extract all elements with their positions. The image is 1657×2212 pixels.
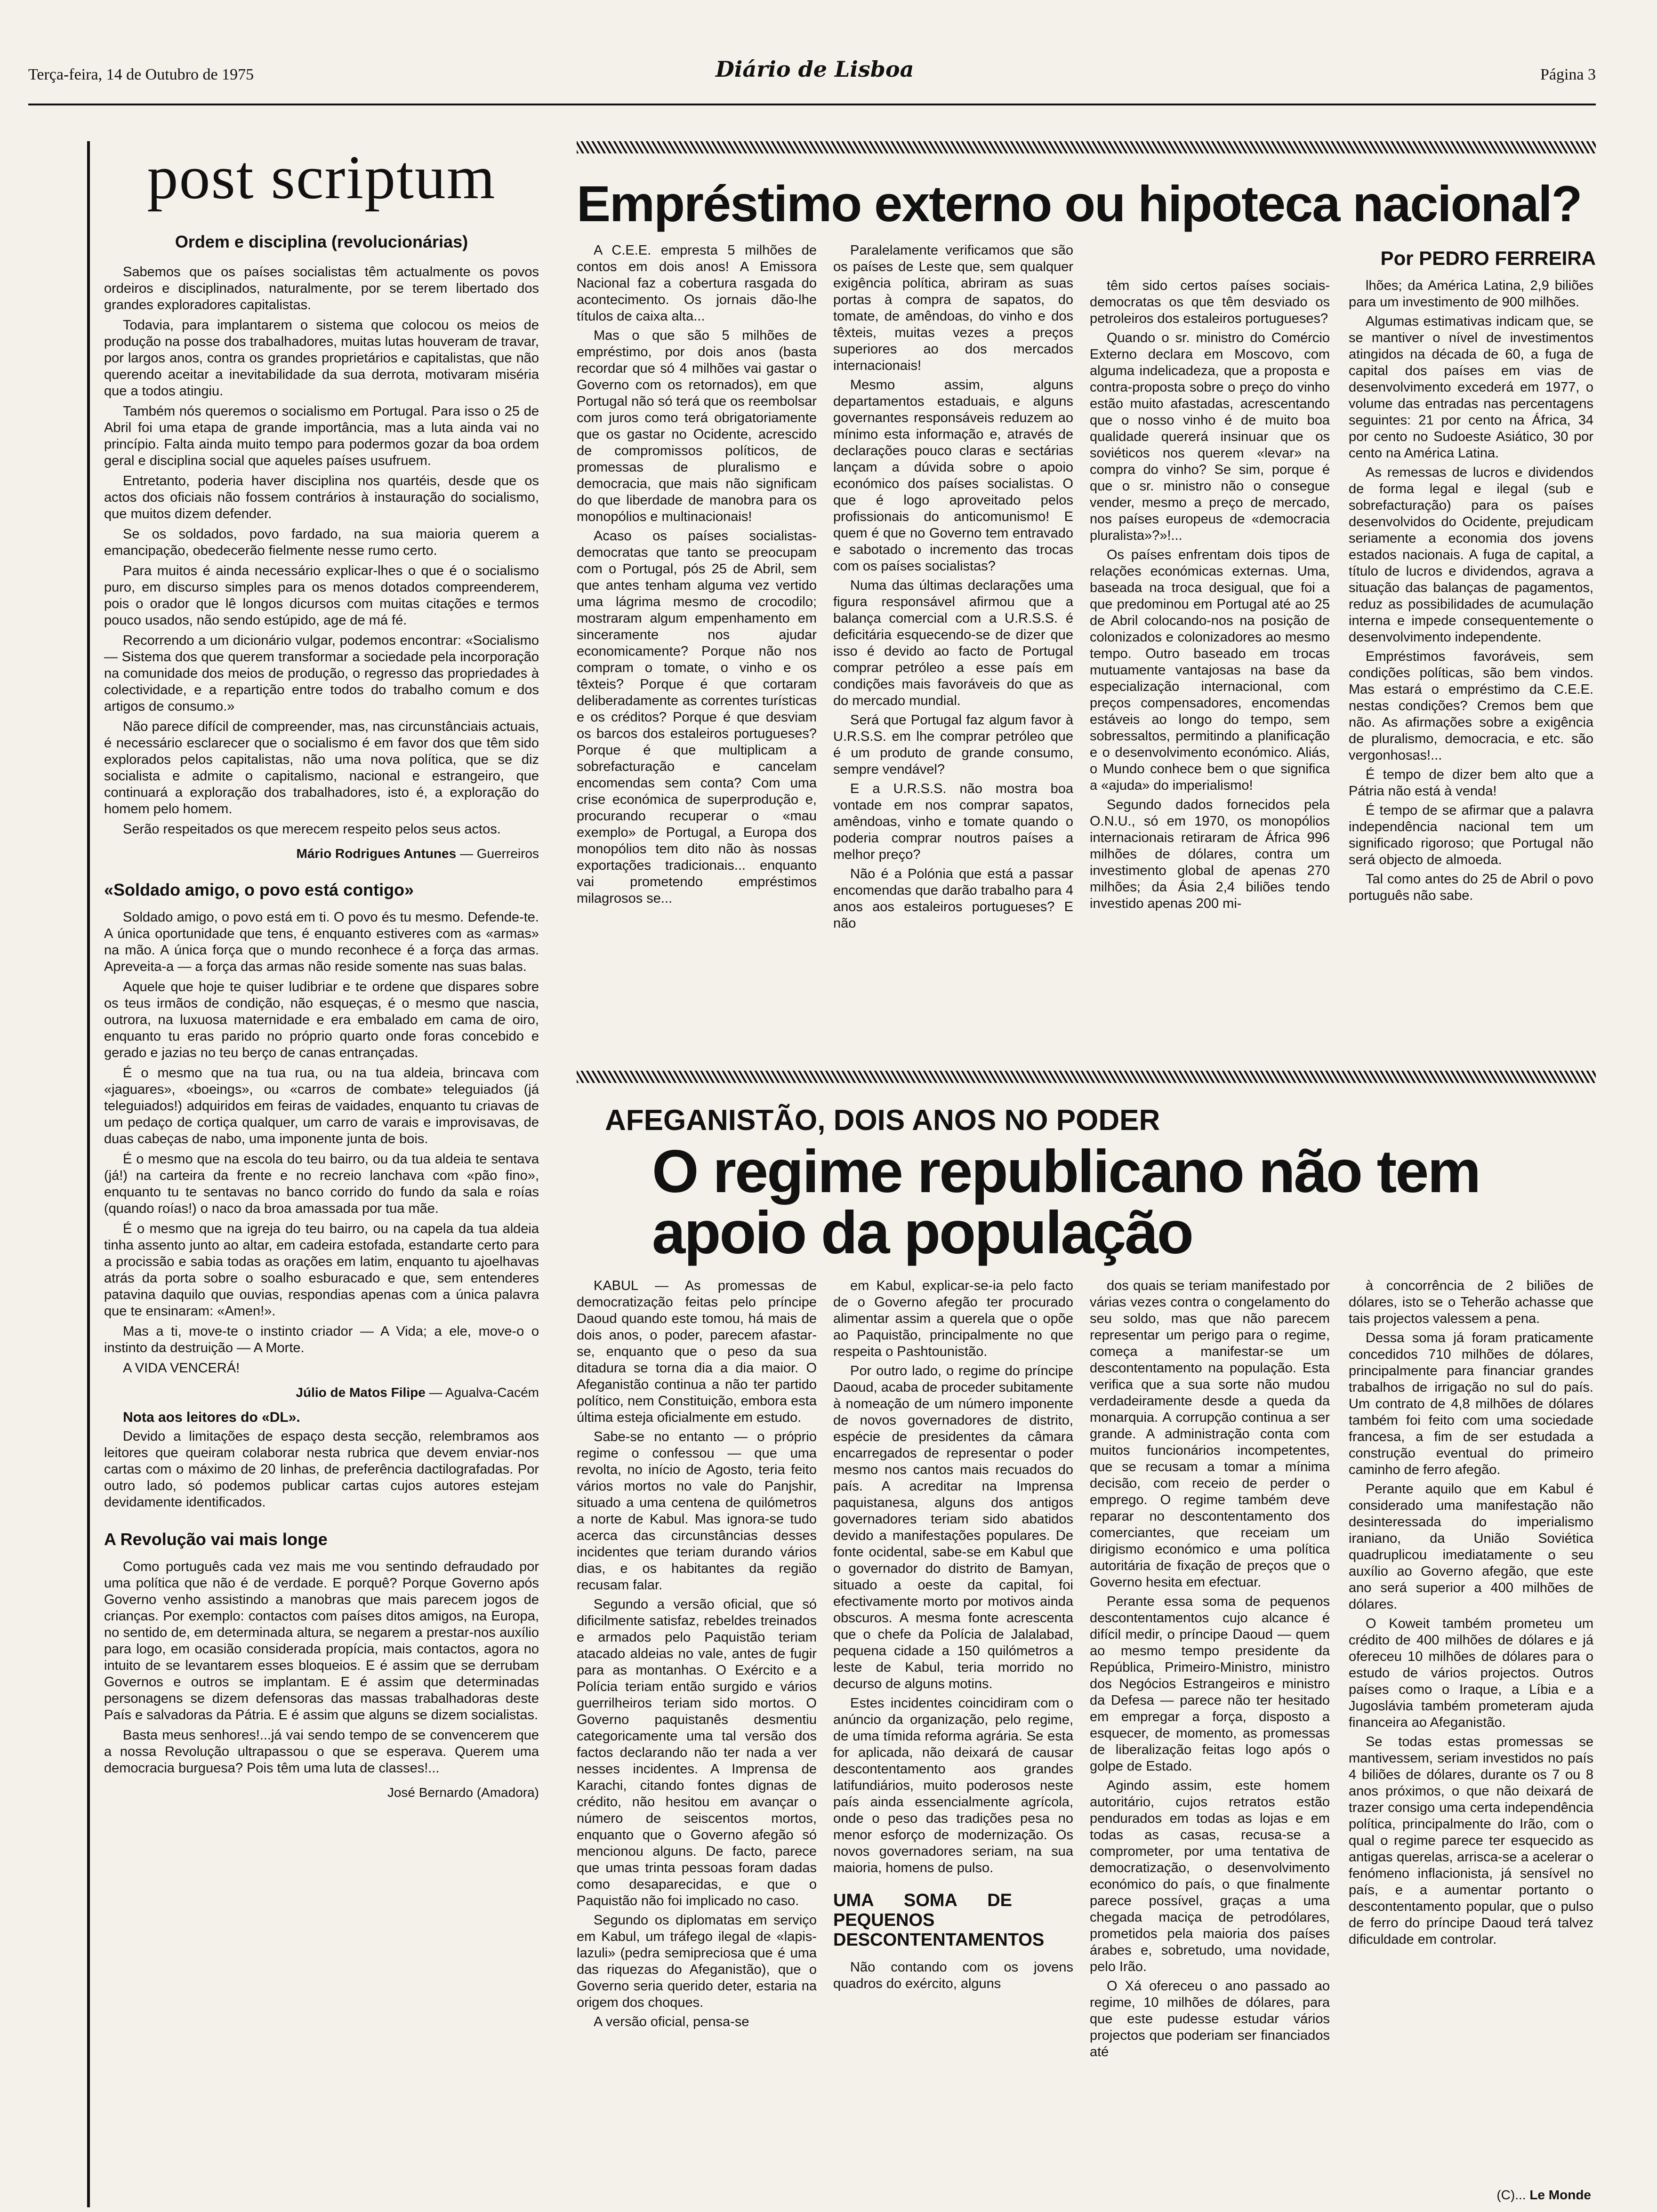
paragraph: Tal como antes do 25 de Abril o povo português não sabe. <box>1349 872 1593 903</box>
paragraph: Aquele que hoje te quiser ludibriar e te ordene que dispares sobre os teus irmãos de condição, não esqueças, é o mesmo que nascia, outrora, na luxuosa maternidade e era embalado em cama de oiro, enquanto tu eras parido no próprio quarto onde foras concebido e gerado e jazias no teu berço de canas entrançadas. <box>104 979 539 1060</box>
newspaper-name: Diário de Lisboa <box>716 56 914 82</box>
paragraph: Como português cada vez mais me vou sentindo defraudado por uma política que não é de verdade. E porquê? Porque Governo após Governo venho assistindo a manobras que mais parecem jogos de crianças. Por exemplo: contactos com países ditos amigos, na Europa, no sentido de, em determinada altura, se negarem a prestar-nos auxílio para logo, em ocasião considerada propícia, mais contactos, agora no intuito de se levantarem esses bloqueios. E é assim que se derrubam Governos e outros se implantam. E é assim que determinadas personagens se dizem defensoras das massas trabalhadoras deste País e salvadoras da Pátria. E é assim que alguns se dizem socialistas. <box>104 1559 539 1723</box>
paragraph: Se os soldados, povo fardado, na sua maioria querem a emancipação, obedecerão fielmente nesse rumo certo. <box>104 527 539 558</box>
article-kicker: AFEGANISTÃO, DOIS ANOS NO PODER <box>605 1104 1160 1137</box>
paragraph: Dessa soma já foram praticamente concedidos 710 milhões de dólares, principalmente para financiar grandes trabalhos de irrigação no sul do país. Um contrato de 4,8 milhões de dólares também foi feito com uma sociedade francesa, a fim de ser estudada a construção eventual do primeiro caminho de ferro afegão. <box>1349 1330 1593 1477</box>
paragraph: Também nós queremos o socialismo em Portugal. Para isso o 25 de Abril foi uma etapa de grande importância, mas a luta ainda vai no princípio. Falta ainda muito tempo para podermos gozar da boa ordem geral e disciplina social que aqueles países usufruem. <box>104 404 539 468</box>
paragraph: Empréstimos favoráveis, sem condições políticas, são bem vindos. Mas estará o empréstimo da C.E.E. nestas condições? Cremos bem que não. As afirmações sobre a exigência de pluralismo, democracia, e etc. são vergonhosas!... <box>1349 649 1593 763</box>
paragraph: Para muitos é ainda necessário explicar-lhes o que é o socialismo puro, em discurso simples para os menos dotados compreenderem, pois o orador que lê longos dicursos com muitas citações e termos pouco usados, não sendo estúpido, age de má fé. <box>104 563 539 628</box>
author-place: — Guerreiros <box>456 846 539 861</box>
paragraph: Agindo assim, este homem autoritário, cujos retratos estão pendurados em todas as lojas e em todas as casas, recusa-se a comprometer, por uma tentativa de democratização, o desenvolvimento económico do país, o que finalmente parece possível, graças a uma chegada maciça de petrodólares, prometidos pela maioria dos países árabes e, sobretudo, uma novidade, pelo Irão. <box>1090 1778 1330 1974</box>
paragraph: Por outro lado, o regime do príncipe Daoud, acaba de proceder subitamente à nomeação de um número imponente de novos governadores de distrito, espécie de presidentes da câmara encarregados de representar o poder mesmo nos cantos mais recuados do país. A acreditar na Imprensa paquistanesa, alguns dos antigos governadores teriam sido abatidos devido a manifestações populares. De fonte ocidental, sabe-se em Kabul que o governador do distrito de Bamyan, situado a oeste da capital, foi efectivamente morto por motivos ainda obscuros. A mesma fonte acrescenta que o chefe da Polícia de Jalalabad, pequena cidade a 150 quilómetros a leste de Kabul, teria morrido no decurso de alguns motins. <box>833 1363 1073 1691</box>
paragraph: Numa das últimas declarações uma figura responsável afirmou que a balança comercial com a U.R.S.S. é deficitária esquecendo-se de dizer que isso é devido ao facto de Portugal comprar petróleo a esse país em condições mais favoráveis do que as do mercado mundial. <box>833 578 1073 708</box>
paragraph: Mas a ti, move-te o instinto criador — A Vida; a ele, move-o o instinto da destruição — A Morte. <box>104 1324 539 1355</box>
paragraph: Acaso os países socialistas-democratas que tanto se preocupam com o Portugal, pós 25 de Abril, sem que antes tenham alguma vez vertido uma lágrima mesmo de crocodilo; mostraram algum empenhamento em sinceramente nos ajudar economicamente? Porque não nos compram o tomate, o vinho e os têxteis? Porque é que cortaram deliberadamente as correntes turísticas e os créditos? Porque é que desviam os barcos dos estaleiros portugueses? Porque é que multiplicam a sobrefacturação e cancelam encomendas sem conta? Com uma crise económica de superprodução e, procurando recuperar o «mau exemplo» de Portugal, a Europa dos monopólios tem dito não às nossas exportações tradicionais... enquanto vai prometendo empréstimos milagrosos se... <box>577 529 817 906</box>
article-headline: Empréstimo externo ou hipoteca nacional? <box>577 175 1582 232</box>
paragraph: Os países enfrentam dois tipos de relações económicas externas. Uma, baseada na troca desigual, que foi a que predominou em Portugal até ao 25 de Abril colocando-nos na posição de colonizados e colonizadores ao mesmo tempo. Outro baseado em trocas mutuamente vantajosas na base da especialização internacional, com preços compensadores, encomendas estáveis ao longo do tempo, sem sobressaltos, permitindo a planificação e o desenvolvimento económico. Aliás, o Mundo conhece bem o que significa a «ajuda» do imperialismo! <box>1090 547 1330 793</box>
page-number: Página 3 <box>1540 66 1596 83</box>
paragraph: É o mesmo que na igreja do teu bairro, ou na capela da tua aldeia tinha assento junto ao altar, em cadeira estofada, estandarte certo para a procissão e sabia todas as orações em latim, enquanto tu ajoelhavas atrás da porta sobre o soalho esburacado e que, sem entenderes patavina daquilo que ouvias, respondias apenas com a única palavra que te ensinaram: «Amen!». <box>104 1221 539 1319</box>
paragraph: É tempo de dizer bem alto que a Pátria não está à venda! <box>1349 767 1593 799</box>
paragraph: O Koweit também prometeu um crédito de 400 milhões de dólares e já ofereceu 10 milhões de dólares para o estudo de vários projectos. Outros países como o Iraque, a Líbia e a Jugoslávia também prometeram ajuda financeira ao Afeganistão. <box>1349 1616 1593 1730</box>
author-name: Júlio de Matos Filipe <box>296 1385 426 1400</box>
article-column <box>577 1278 817 2033</box>
paragraph: O Xá ofereceu o ano passado ao regime, 10 milhões de dólares, para que este pudesse estudar vários projectos que poderiam ser financiados até <box>1090 1979 1330 2060</box>
paragraph: É o mesmo que na tua rua, ou na tua aldeia, brincava com «jaguares», «boeings», ou «carros de combate» teleguiados (já teleguiados!) adquiridos em feiras de vaidades, enquanto tu criavas de um pedaço de cortiça qualquer, um carro de varais e improvisavas, de duas cabeças de nabo, uma imponente junta de bois. <box>104 1066 539 1146</box>
hatched-rule <box>577 1071 1596 1083</box>
paragraph: É tempo de se afirmar que a palavra independência nacional tem um significado rigoroso; que Portugal não será objecto de almoeda. <box>1349 803 1593 867</box>
paragraph: Segundo os diplomatas em serviço em Kabul, um tráfego ilegal de «lapis-lazuli» (pedra semipreciosa que é uma das riquezas do Afeganistão), que o Governo seria querido deter, estaria na origem dos choques. <box>577 1913 817 2010</box>
letter-signature <box>104 846 539 861</box>
headline-line-1: O regime republicano não tem <box>652 1138 1480 1205</box>
paragraph: Entretanto, poderia haver disciplina nos quartéis, desde que os actos dos oficiais não fossem contrários à instauração do socialismo, que muitos dizem defender. <box>104 473 539 521</box>
article-column <box>1349 1278 1593 1951</box>
article-column <box>1349 278 1593 907</box>
article-headline <box>652 1138 1480 1266</box>
article-column <box>1090 278 1330 915</box>
paragraph: Não é a Polónia que está a passar encomendas que darão trabalho para 4 anos aos estaleiros portugueses? E não <box>833 866 1073 931</box>
paragraph: Estes incidentes coincidiram com o anúncio da organização, pelo regime, de uma tímida reforma agrária. Se esta for aplicada, não deixará de causar descontentamento aos grandes latifundiários, muito poderosos neste país ainda essencialmente agrícola, onde o peso das tradições pesa no menor esforço de modernização. Os novos governadores seriam, na sua maioria, homens de pulso. <box>833 1696 1073 1875</box>
masthead <box>28 38 1596 105</box>
paragraph: Serão respeitados os que merecem respeito pelos seus actos. <box>123 822 501 837</box>
article-column <box>1090 1278 1330 2063</box>
paragraph: Segundo a versão oficial, que só dificilmente satisfaz, rebeldes treinados e armados pelo Paquistão teriam atacado aldeias no vale, antes de fugir para as montanhas. O Exército e a Polícia teriam então surgido e vários guerrilheiros teriam sido mortos. O Governo paquistanês desmentiu categoricamente uma tal versão dos factos declarando não ter nada a ver nesses incidentes. A Imprensa de Karachi, citando fontes dignas de crédito, não hesitou em avançar o número de seiscentos mortos, enquanto que o Governo afegão só mencionou alguns. De facto, parece que umas trinta pessoas foram dadas como desaparecidas, e que o Paquistão não foi implicado no caso. <box>577 1597 817 1908</box>
section-title: post scriptum <box>147 143 496 212</box>
paragraph: A versão oficial, pensa-se <box>594 2014 749 2029</box>
editor-note-title: Nota aos leitores do «DL». <box>123 1410 300 1425</box>
paragraph: Perante aquilo que em Kabul é considerado uma manifestação não desinteressada do imperialismo iraniano, da União Soviética quadruplicou imediatamente o seu auxílio ao Governo afegão, que este ano será superior a 400 milhões de dólares. <box>1349 1482 1593 1612</box>
paragraph: KABUL — As promessas de democratização feitas pelo príncipe Daoud quando este tomou, há mais de dois anos, o poder, parecem afastar-se, enquanto que o peso da sua ditadura se torna dia a dia maior. O Afeganistão continua a não ter partido político, nem Constituição, embora esta última esteja oficialmente em estudo. <box>577 1278 817 1425</box>
article-afeganistao <box>577 1071 1596 2207</box>
credit-prefix: (C)... <box>1496 2188 1530 2202</box>
letter-title: «Soldado amigo, o povo está contigo» <box>104 880 414 899</box>
author-name: Mário Rodrigues Antunes <box>296 846 457 861</box>
paragraph: Paralelamente verificamos que são os países de Leste que, sem qualquer exigência política, abriram as suas portas à compra de sapatos, do tomate, de amêndoas, do vinho e dos têxteis, muitas vezes a preços superiores ao dos mercados internacionais! <box>833 243 1073 373</box>
paragraph: As remessas de lucros e dividendos de forma legal e ilegal (sub e sobrefacturação) para os países desenvolvidos do Ocidente, prejudicam seriamente a economia dos jovens estados nacionais. A fuga de capital, a título de lucros e dividendos, agrava a situação das balanças de pagamentos, reduz as possibilidades de acumulação interna e impede consequentemente o desenvolvimento independente. <box>1349 465 1593 645</box>
article-emprestimo <box>577 141 1596 1082</box>
paragraph: A C.E.E. empresta 5 milhões de contos em dois anos! A Emissora Nacional faz a cobertura rasgada do acontecimento. Os jornais dão-lhe títulos de caixa alta... <box>577 243 817 324</box>
headline-line-2: apoio da população <box>652 1199 1192 1266</box>
hatched-rule <box>577 141 1596 153</box>
paragraph: dos quais se teriam manifestado por várias vezes contra o congelamento do seu soldo, mas que não parecem representar um perigo para o regime, começa a manifestar-se um descontentamento na população. Esta verifica que a sua sorte não mudou verdadeiramente desde a queda da monarquia. A corrupção continua a ser grande. A administração conta com muitos funcionários incompetentes, que se recusam a tomar a mínima decisão, com receio de perder o emprego. O regime também deve reparar no descontentamento dos comerciantes, que receiam um dirigismo económico e uma política autoritária de fixação de preços que o Governo hesita em efectuar. <box>1090 1278 1330 1590</box>
paragraph: Sabemos que os países socialistas têm actualmente os povos ordeiros e disciplinados, naturalmente, por se terem libertado dos grandes exploradores capitalistas. <box>104 264 539 313</box>
paragraph: Quando o sr. ministro do Comércio Externo declara em Moscovo, com alguma indelicadeza, que a proposta e contra-proposta sobre o preço do vinho estão muito afastadas, acrescentando que o nosso vinho é de muito boa qualidade quererá insinuar que os soviéticos nos querem «levar» na compra do vinho? Se sim, porque é que o sr. ministro não o consegue vender, mesmo a preço de mercado, nos países europeus de «democracia pluralista»?»!... <box>1090 330 1330 543</box>
paragraph: Soldado amigo, o povo está em ti. O povo és tu mesmo. Defende-te. A única oportunidade que tens, é enquanto estiveres com as «armas» na mão. A única força que o mundo reconhece é a força das armas. Apreveita-a — a força das armas não reside somente nas suas balas. <box>104 910 539 974</box>
paragraph: Não contando com os jovens quadros do exército, alguns <box>833 1960 1073 1991</box>
paragraph: Basta meus senhores!...já vai sendo tempo de se convencerem que a nossa Revolução ultrapassou o que se esperava. Querem uma democracia burguesa? Pois têm uma luta de classes!... <box>104 1728 539 1776</box>
paragraph: Todavia, para implantarem o sistema que colocou os meios de produção na posse dos trabalhadores, muitas lutas houveram de travar, por largos anos, contra os grandes proprietários e capitalistas, que não querendo aceitar a inevitabilidade da sua derrota, motivaram miséria que a todos atingiu. <box>104 318 539 399</box>
paragraph: Sabe-se no entanto — o próprio regime o confessou — que uma revolta, no início de Agosto, teria feito vários mortos no vale do Panjshir, situado a uma centena de quilómetros a norte de Kabul. Mas ignora-se tudo acerca das circunstâncias desses incidentes que teriam durando vários dias, e os habitantes da região recusam falar. <box>577 1429 817 1593</box>
paragraph: têm sido certos países sociais-democratas os que têm desviado os petroleiros dos estaleiros portugueses? <box>1090 278 1330 326</box>
paragraph: à concorrência de 2 biliões de dólares, isto se o Teherão achasse que tais projectos valessem a pena. <box>1349 1278 1593 1326</box>
article-column <box>833 242 1073 935</box>
paragraph: Perante essa soma de pequenos descontentamentos cujo alcance é difícil medir, o príncipe Daoud — quem ao mesmo tempo presidente da República, Primeiro-Ministro, ministro dos Negócios Estrangeiros e ministro da Defesa — parece não ter hesitado em empregar a força, disposto a esquecer, de momento, as promessas de liberalização feitas logo após o golpe de Estado. <box>1090 1594 1330 1774</box>
article-byline: Por PEDRO FERREIRA <box>1380 247 1596 269</box>
paragraph: A VIDA VENCERÁ! <box>123 1361 240 1376</box>
credit-source: Le Monde <box>1529 2188 1591 2202</box>
paragraph: Recorrendo a um dicionário vulgar, podemos encontrar: «Socialismo — Sistema dos que querem transformar a sociedade pela incorporação na comunidade dos meios de produção, o regresso das propriedades à colectividade, e a repartição entre todos do trabalho comum e dos artigos de consumo.» <box>104 633 539 714</box>
letter-signature <box>104 1385 539 1400</box>
issue-date: Terça-feira, 14 de Outubro de 1975 <box>28 66 254 83</box>
paragraph: Mas o que são 5 milhões de empréstimo, por dois anos (basta recordar que só 4 milhões vai gastar o Governo com os retornados), em que Portugal não só terá que os reembolsar com juros como terá obrigatoriamente que os gastar no Ocidente, acrescido de compromissos políticos, de promessas de pluralismo e democracia, que mais não significam do que liberdade de manobra para os monopólios e multinacionais! <box>577 328 817 524</box>
editor-note: Devido a limitações de espaço desta secção, relembramos aos leitores que queiram colaborar nesta rubrica que devem enviar-nos cartas com o máximo de 20 linhas, de preferência dactilografadas. Por outro lado, só podemos publicar cartas cujos autores estejam devidamente identificados. <box>104 1429 539 1510</box>
letter-signature: José Bernardo (Amadora) <box>387 1785 539 1800</box>
post-scriptum-section <box>87 141 539 2207</box>
paragraph: lhões; da América Latina, 2,9 biliões para um investimento de 900 milhões. <box>1349 278 1593 310</box>
paragraph: Não parece difícil de compreender, mas, nas circunstânciais actuais, é necessário esclarecer que o socialismo é em favor dos que têm sido explorados pelos capitalistas, não uma nova política, que se diz socialista e admite o capitalismo, nacional e estrangeiro, que continuará a exploração dos trabalhadores, isto é, a exploração do homem pelo homem. <box>104 719 539 817</box>
article-column <box>577 242 817 910</box>
paragraph: E a U.R.S.S. não mostra boa vontade em nos comprar sapatos, amêndoas, vinho e tomate quando o poderia comprar noutros países a melhor preço? <box>833 781 1073 862</box>
article-subhead: UMA SOMA DE PEQUENOS DESCONTENTAMENTOS <box>833 1891 1045 1950</box>
paragraph: Se todas estas promessas se mantivessem, seriam investidos no país 4 biliões de dólares, durante os 7 ou 8 anos próximos, o que não deixará de trazer consigo uma certa independência política, principalmente do Irão, com o qual o regime parece ter esquecido as antigas querelas, arrisca-se a acelerar o fenómeno inflacionista, já sensível no país, e a aumentar portanto o descontentamento popular, que o pulso de ferro do príncipe Daoud terá talvez dificuldade em controlar. <box>1349 1734 1593 1947</box>
paragraph: É o mesmo que na escola do teu bairro, ou da tua aldeia te sentava (já!) na carteira da frente e no recreio lanchava com «pão fino», enquanto tu te sentavas no banco corrido do fundo da sala e roías (quando roías!) o naco da broa amassada por tua mãe. <box>104 1152 539 1216</box>
author-place: — Agualva-Cacém <box>425 1385 539 1400</box>
letter-title: Ordem e disciplina (revolucionárias) <box>175 232 468 251</box>
article-column <box>833 1278 1073 1995</box>
source-credit <box>1496 2188 1591 2203</box>
paragraph: Segundo dados fornecidos pela O.N.U., só em 1970, os monopólios internacionais retiraram de África 996 milhões de dólares, contra um investimento global de apenas 270 milhões; da Ásia 2,4 biliões tendo investido apenas 200 mi- <box>1090 797 1330 911</box>
paragraph: Algumas estimativas indicam que, se se mantiver o nível de investimentos atingidos na década de 60, a fuga de capital dos países em vias de desenvolvimento excederá em 1977, o volume das entradas nas percentagens seguintes: 21 por cento na África, 34 por cento no Sudoeste Asiático, 30 por cento na América Latina. <box>1349 314 1593 461</box>
paragraph: Será que Portugal faz algum favor à U.R.S.S. em lhe comprar petróleo que é um produto de grande consumo, sempre vendável? <box>833 713 1073 777</box>
paragraph: em Kabul, explicar-se-ia pelo facto de o Governo afegão ter procurado alimentar assim a querela que o opõe ao Paquistão, principalmente no que respeita o Pashtounistão. <box>833 1278 1073 1359</box>
paragraph: Mesmo assim, alguns departamentos estaduais, e alguns governantes responsáveis reduzem ao mínimo esta informação e, através de declarações pouco claras e sectárias lançam a dúvida sobre o apoio económico dos países socialistas. O que é logo aproveitado pelos profissionais do anticomunismo! E quem é que no Governo tem entravado e sabotado o incremento das trocas com os países socialistas? <box>833 377 1073 574</box>
letter-title: A Revolução vai mais longe <box>104 1530 328 1549</box>
